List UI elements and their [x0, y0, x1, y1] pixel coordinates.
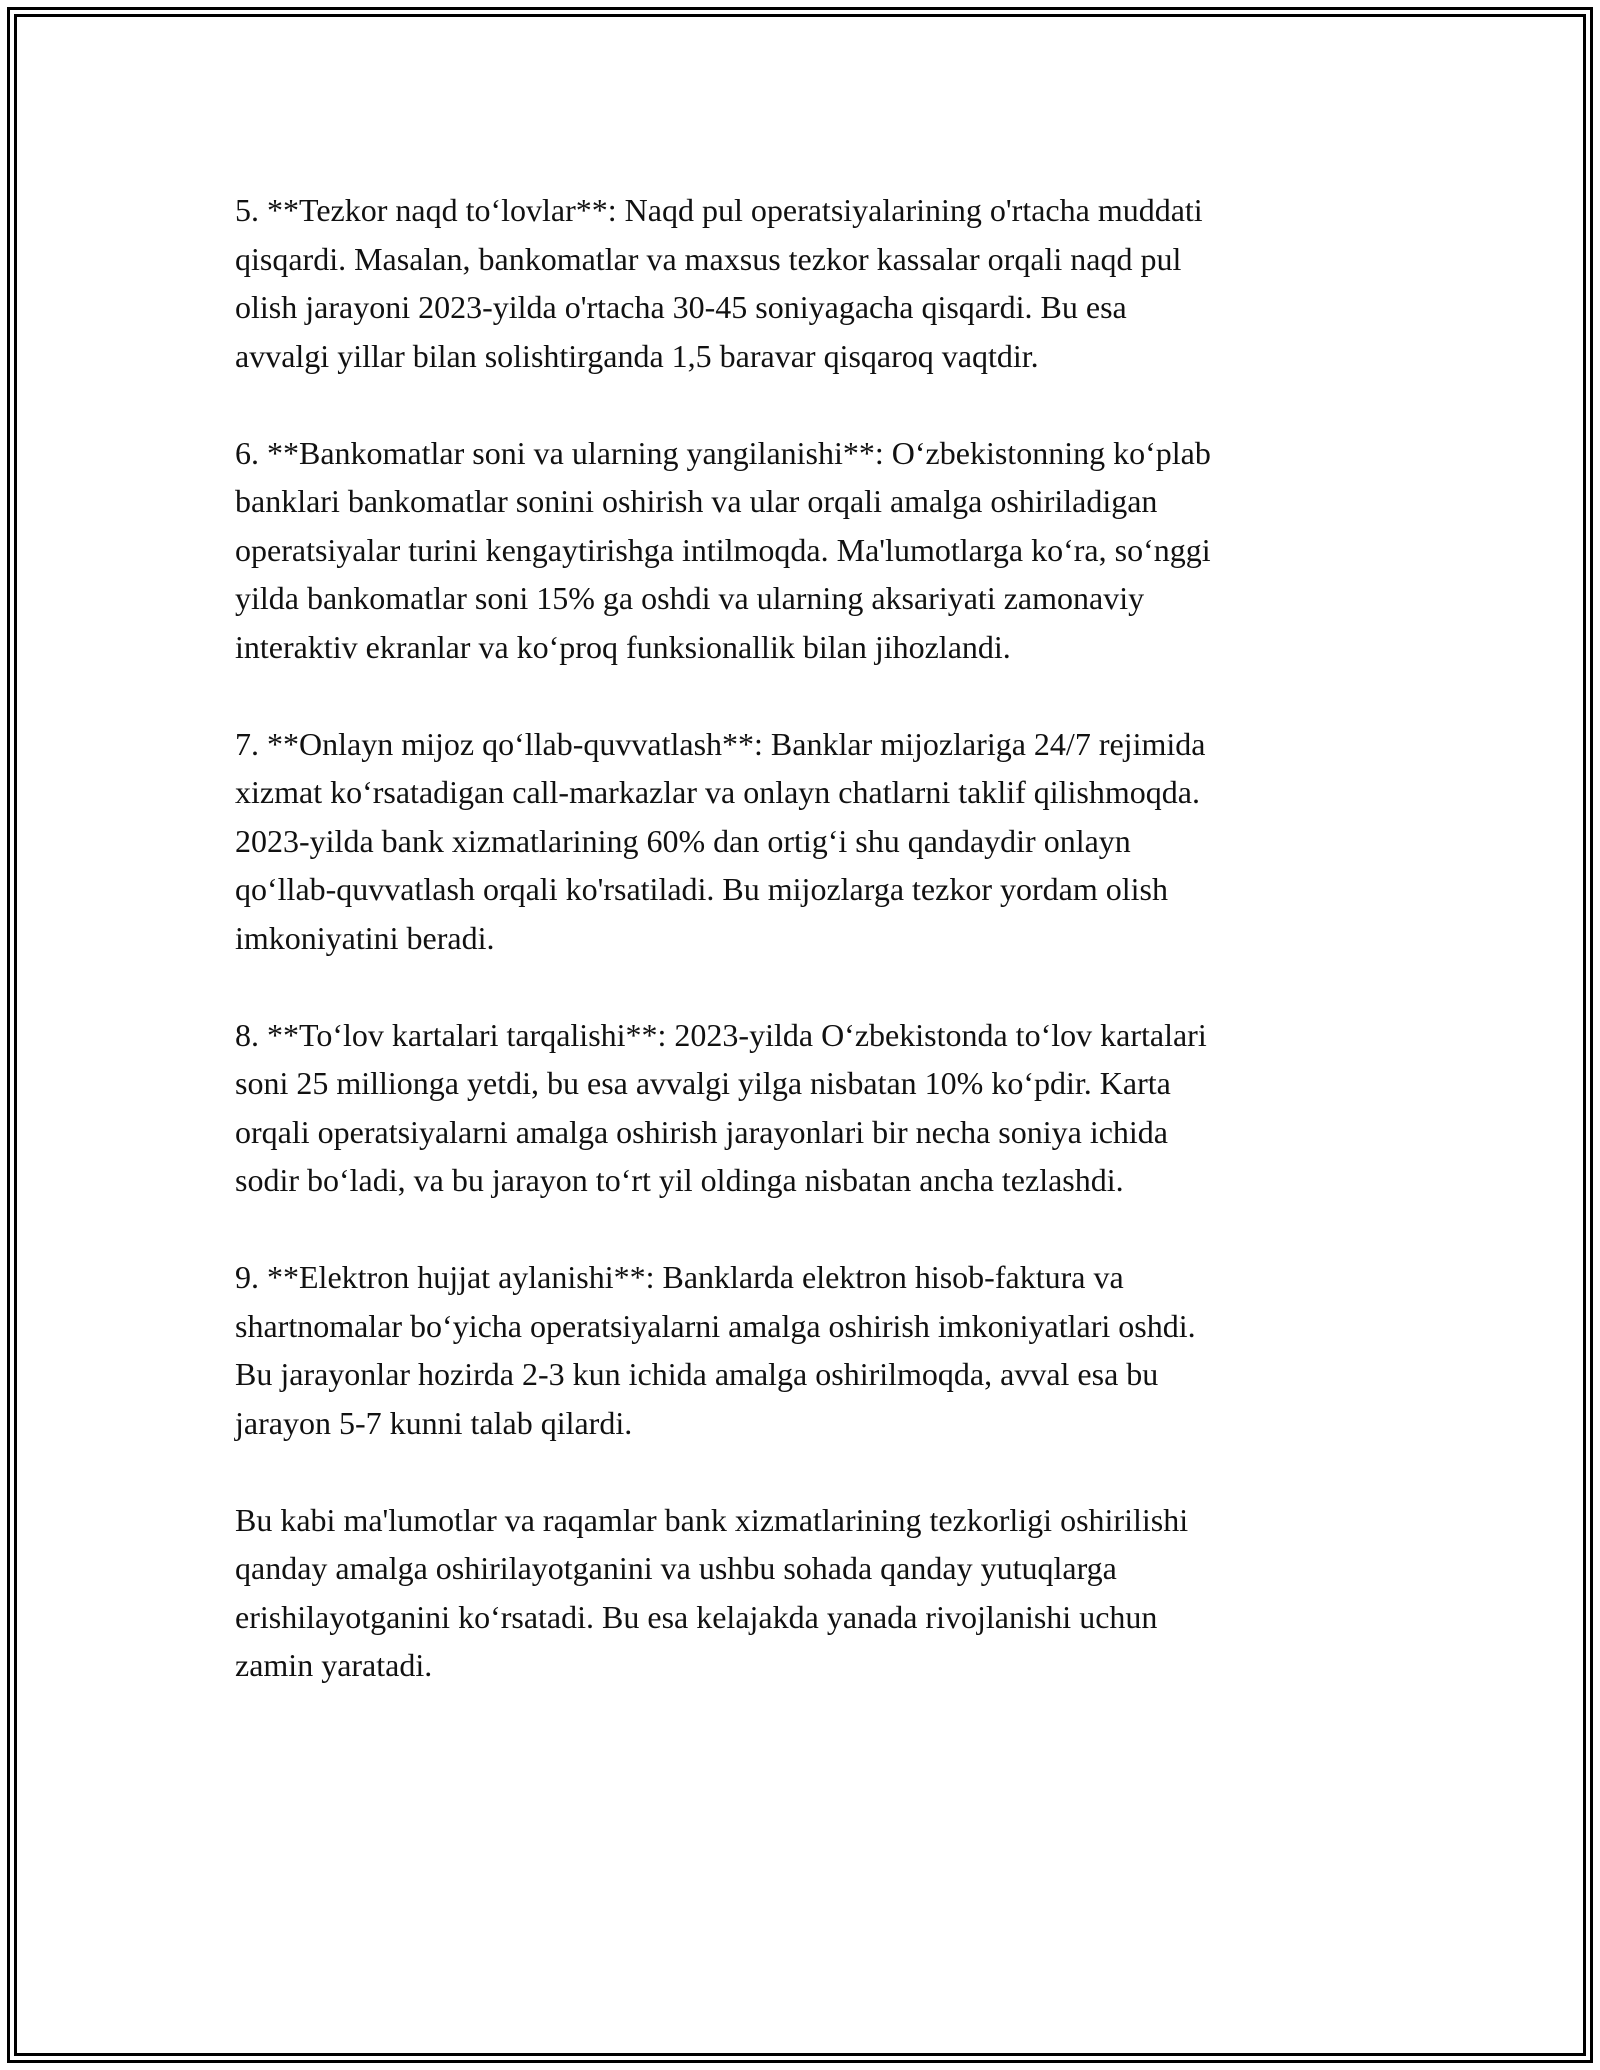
- paragraph-fast-cash-payments: 5. **Tezkor naqd to‘lovlar**: Naqd pul operatsiyalarining o'rtacha muddati qisqardi. Masalan, bankomatlar va maxsus tezkor kassalar orqali naqd pul olish jarayoni 2023-yilda o'rtacha 30-45 soniyagacha qisqardi. Bu esa avvalgi yillar bilan solishtirganda 1,5 baravar qisqaroq vaqtdir.: [235, 192, 1203, 374]
- paragraph-electronic-document-flow: 9. **Elektron hujjat aylanishi**: Banklarda elektron hisob-faktura va shartnomalar bo‘yicha operatsiyalarni amalga oshirish imkoniyatlari oshdi. Bu jarayonlar hozirda 2-3 kun ichida amalga oshirilmoqda, avval esa bu jarayon 5-7 kunni talab qilardi.: [235, 1259, 1196, 1441]
- document-body: [235, 186, 1375, 1690]
- paragraph-payment-cards-spread: 8. **To‘lov kartalari tarqalishi**: 2023-yilda O‘zbekistonda to‘lov kartalari soni 25 millionga yetdi, bu esa avvalgi yilga nisbatan 10% ko‘pdir. Karta orqali operatsiyalarni amalga oshirish jarayonlari bir necha soniya ichida sodir bo‘ladi, va bu jarayon to‘rt yil oldinga nisbatan ancha tezlashdi.: [235, 1016, 1207, 1198]
- paragraph-atm-count-and-upgrades: 6. **Bankomatlar soni va ularning yangilanishi**: O‘zbekistonning ko‘plab banklari bankomatlar sonini oshirish va ular orqali amalga oshiriladigan operatsiyalar turini kengaytirishga intilmoqda. Ma'lumotlarga ko‘ra, so‘nggi yilda bankomatlar soni 15% ga oshdi va ularning aksariyati zamonaviy interaktiv ekranlar va ko‘proq funksionallik bilan jihozlandi.: [235, 434, 1211, 665]
- paragraph-online-customer-support: 7. **Onlayn mijoz qo‘llab-quvvatlash**: Banklar mijozlariga 24/7 rejimida xizmat ko‘rsatadigan call-markazlar va onlayn chatlarni taklif qilishmoqda. 2023-yilda bank xizmatlarining 60% dan ortig‘i shu qandaydir onlayn qo‘llab-quvvatlash orqali ko'rsatiladi. Bu mijozlarga tezkor yordam olish imkoniyatini beradi.: [235, 725, 1206, 956]
- paragraph-conclusion: Bu kabi ma'lumotlar va raqamlar bank xizmatlarining tezkorligi oshirilishi qanday amalga oshirilayotganini va ushbu sohada qanday yutuqlarga erishilayotganini ko‘rsatadi. Bu esa kelajakda yanada rivojlanishi uchun zamin yaratadi.: [235, 1501, 1189, 1683]
